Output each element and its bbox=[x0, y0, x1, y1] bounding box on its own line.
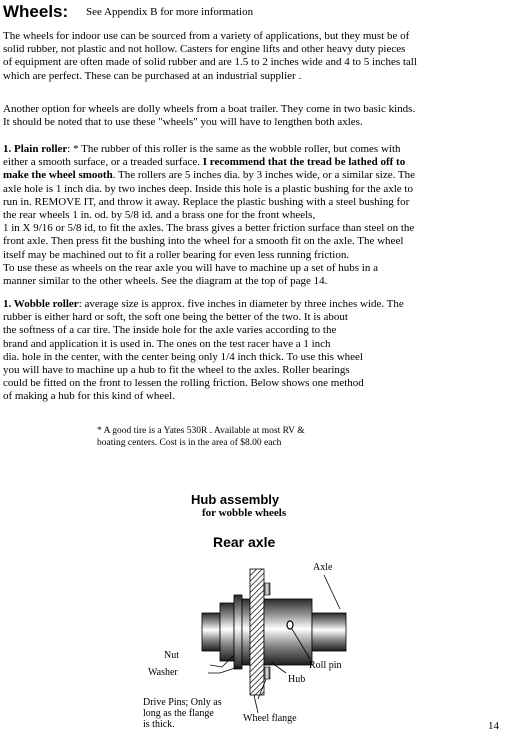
hub-body-shape bbox=[264, 599, 312, 665]
drive-pin-top bbox=[264, 583, 270, 595]
washer-shape bbox=[234, 595, 242, 669]
axle-right-shape bbox=[312, 613, 346, 651]
option-paragraph: Another option for wheels are dolly wheels from a boat trailer. They come in two basic kinds. It should be noted that to use these "wheels" you will have to lengthen both axles. bbox=[3, 103, 416, 129]
hub-label: Hub bbox=[288, 674, 306, 685]
diagram-heading: Rear axle bbox=[213, 534, 276, 550]
drive-pin-bottom bbox=[264, 667, 270, 679]
plain-roller-recommendation: I recommend that the tread be lathed off to make the wheel smooth bbox=[3, 156, 406, 182]
page-title: Wheels: bbox=[3, 2, 69, 21]
roll-pin-shape bbox=[287, 621, 293, 629]
axle-leader bbox=[324, 575, 340, 609]
plain-roller-label: 1. Plain roller bbox=[3, 143, 68, 155]
plain-roller-body: . The rollers are 5 inches dia. by 3 inches wide, or a similar size. The axle hole is 1 inch dia. by two inches deep. Inside this hole is a plastic bushing for the axle to run in. REMOVE IT, and throw it away. Replace the plastic bushing with a steel bushing for the rear wheels 1 in. od. by 5/8 id. and a brass one for the front wheels, 1 in X 9/16 or 5/8 id, to fit the axles. The brass gives a better friction surface than steel on the front axle. Then press fit the bushing into the wheel for a smooth fit on the axle. The wheel itself may be machined out to fit a roller bearing for even less running friction. To use these as wheels on the rear axle you will have to machine up a set of hubs in a manner similar to the other wheels. See the diagram at the top of page 14. bbox=[3, 169, 415, 288]
diagram-title: Hub assembly bbox=[191, 492, 280, 507]
axle-label: Axle bbox=[313, 562, 333, 573]
tire-footnote: * A good tire is a Yates 530R . Available at most RV & boating centers. Cost is in the area of $8.00 each bbox=[97, 426, 305, 448]
wobble-roller-label: 1. Wobble roller bbox=[3, 298, 79, 310]
axle-left-stub bbox=[202, 613, 220, 651]
nut-label: Nut bbox=[164, 650, 179, 661]
washer-leader bbox=[208, 667, 238, 673]
drive-pins-label: Drive Pins; Only as long as the flange is thick. bbox=[143, 697, 222, 730]
wobble-roller-body: : average size is approx. five inches in diameter by three inches wide. The rubber is either hard or soft, the soft one being the better of the two. It is about the softness of a car tire. The inside hole for the axle varies according to the brand and application it is used in. The ones on the test racer have a 1 inch dia. hole in the center, with the center being only 1/4 inch thick. To use this wheel you will have to machine up a hub to fit the wheel to the axles. Roller bearings could be fitted on the front to lessen the rolling friction. Below shows one method of making a hub for this kind of wheel. bbox=[3, 298, 404, 403]
diagram-subtitle: for wobble wheels bbox=[202, 507, 287, 519]
nut-shape bbox=[220, 603, 234, 661]
roll-pin-label: Roll pin bbox=[309, 660, 342, 671]
plain-roller-lead: : * The rubber of this roller is the same as the wobble roller, but comes with either a smooth surface, or a treaded surface. bbox=[3, 143, 401, 169]
plain-roller-paragraph bbox=[3, 143, 517, 288]
wheel-flange-leader bbox=[254, 695, 258, 713]
wheel-flange-shape bbox=[250, 569, 264, 695]
page-number: 14 bbox=[488, 720, 499, 732]
wheel-flange-label: Wheel flange bbox=[243, 713, 297, 724]
wobble-roller-paragraph bbox=[3, 298, 517, 404]
intro-paragraph: The wheels for indoor use can be sourced from a variety of applications, but they must be of solid rubber, not plastic and not hollow. Casters for engine lifts and other heavy duty pieces of equipment are often made of solid rubber and are 1.5 to 2 inches wide and 4 to 5 inches tall which are perfect. These can be purchased at an industrial supplier . bbox=[3, 30, 417, 82]
page-subtitle: See Appendix B for more information bbox=[86, 6, 254, 18]
washer-label: Washer bbox=[148, 667, 178, 678]
